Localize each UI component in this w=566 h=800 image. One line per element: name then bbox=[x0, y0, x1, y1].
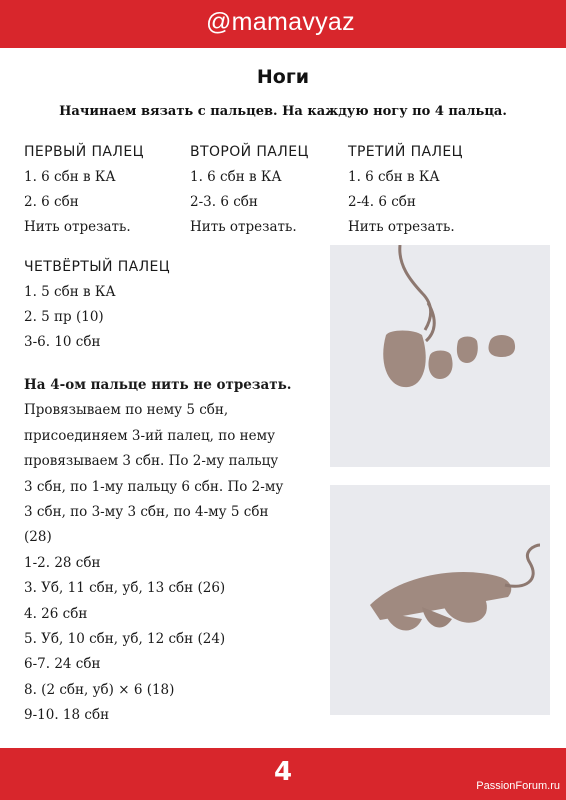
second-toe-section bbox=[190, 140, 309, 240]
page-title: Ноги bbox=[256, 66, 310, 88]
instruction-note: На 4-ом пальце нить не отрезать. bbox=[24, 377, 292, 393]
instruction-line: 3. Уб, 11 сбн, уб, 13 сбн (26) bbox=[24, 580, 226, 597]
third-toe-section bbox=[348, 140, 463, 240]
joined-toes-photo bbox=[330, 485, 550, 715]
instruction-line: 1. 5 сбн в КА bbox=[24, 284, 116, 300]
instruction-line: 1. 6 сбн в КА bbox=[190, 169, 282, 185]
instruction-line: 9-10. 18 сбн bbox=[24, 707, 110, 724]
page-subtitle: Начинаем вязать с пальцев. На каждую ногу по 4 пальца. bbox=[59, 104, 507, 119]
section-heading: ВТОРОЙ ПАЛЕЦ bbox=[190, 144, 309, 160]
section-heading: ТРЕТИЙ ПАЛЕЦ bbox=[348, 144, 463, 160]
instruction-line: 8. (2 сбн, уб) × 6 (18) bbox=[24, 681, 175, 698]
site-watermark: PassionForum.ru bbox=[476, 780, 560, 792]
instruction-line: 1. 6 сбн в КА bbox=[24, 169, 116, 185]
instruction-line: (28) bbox=[24, 529, 52, 546]
fourth-toe-section bbox=[24, 255, 170, 355]
instruction-line: 2-3. 6 сбн bbox=[190, 194, 258, 210]
section-heading: ЧЕТВЁРТЫЙ ПАЛЕЦ bbox=[24, 259, 171, 275]
assembly-instructions bbox=[24, 373, 291, 729]
instruction-line: провязываем 3 сбн. По 2-му пальцу bbox=[24, 453, 279, 470]
instruction-line: присоединяем 3-ий палец, по нему bbox=[24, 427, 276, 444]
first-toe-section bbox=[24, 140, 144, 240]
instruction-line: 2-4. 6 сбн bbox=[348, 194, 416, 210]
toes-photo bbox=[330, 245, 550, 467]
instruction-line: 1. 6 сбн в КА bbox=[348, 169, 440, 185]
instruction-line: 6-7. 24 сбн bbox=[24, 656, 101, 673]
instruction-line: 3-6. 10 сбн bbox=[24, 334, 101, 350]
instruction-line: 1-2. 28 сбн bbox=[24, 554, 101, 571]
page-number: 4 bbox=[273, 757, 293, 787]
instruction-line: Провязываем по нему 5 сбн, bbox=[24, 402, 229, 419]
instruction-line: 2. 5 пр (10) bbox=[24, 309, 104, 325]
instruction-line: 2. 6 сбн bbox=[24, 194, 79, 210]
instruction-line: 3 сбн, по 3-му 3 сбн, по 4-му 5 сбн bbox=[24, 504, 269, 521]
author-handle: @mamavyaz bbox=[206, 8, 355, 36]
instruction-line: 5. Уб, 10 сбн, уб, 12 сбн (24) bbox=[24, 631, 226, 648]
instruction-line: 3 сбн, по 1-му пальцу 6 сбн. По 2-му bbox=[24, 478, 284, 495]
instruction-line: Нить отрезать. bbox=[348, 219, 455, 235]
instruction-line: Нить отрезать. bbox=[190, 219, 297, 235]
instruction-line: 4. 26 сбн bbox=[24, 605, 88, 622]
section-heading: ПЕРВЫЙ ПАЛЕЦ bbox=[24, 144, 144, 160]
instruction-line: Нить отрезать. bbox=[24, 219, 131, 235]
